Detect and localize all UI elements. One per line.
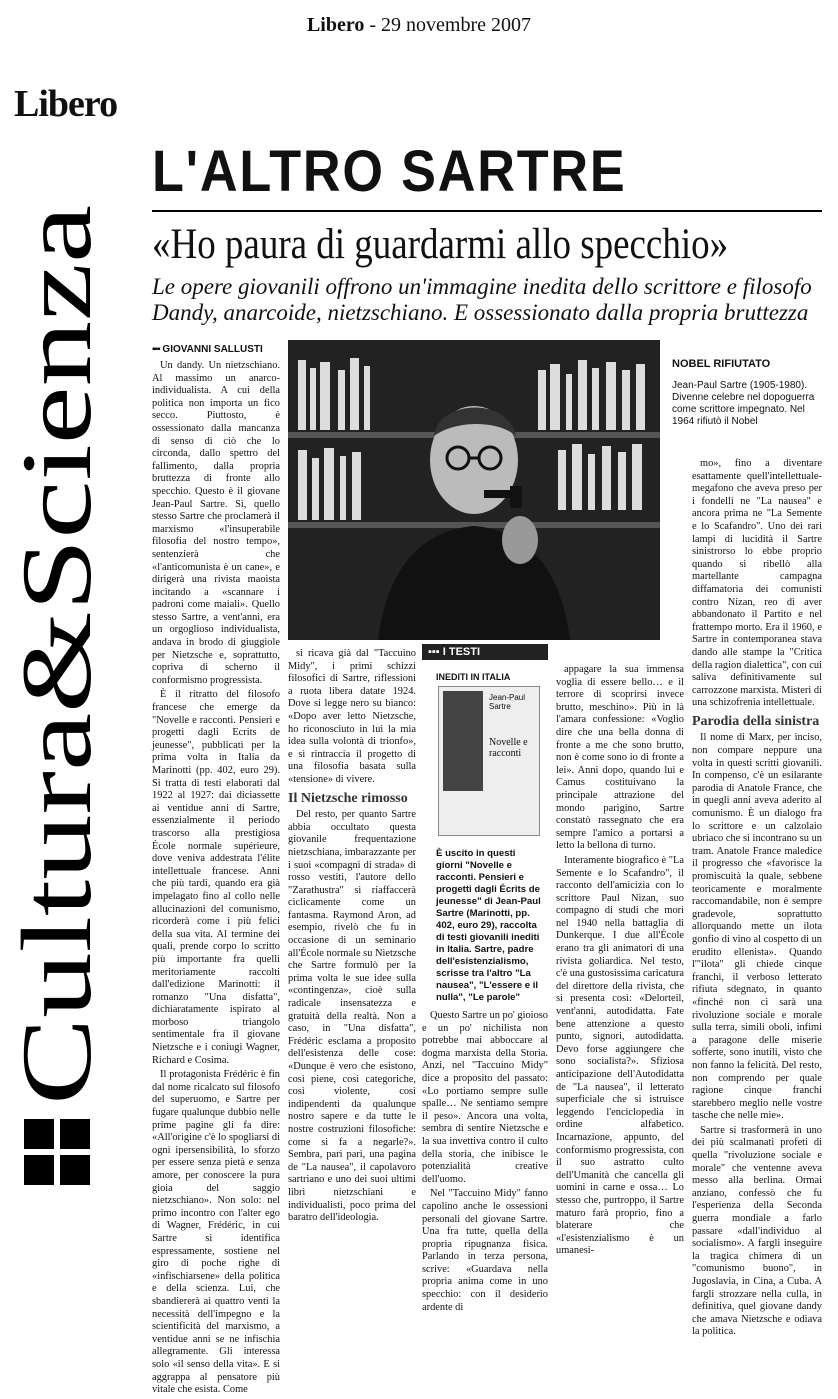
- sartre-photo: [288, 340, 660, 640]
- article-column-4: [556, 664, 684, 1260]
- title-rule: [152, 210, 822, 212]
- inediti-label: INEDITI IN ITALIA: [436, 672, 511, 682]
- paragraph: mo», fino a diventare esattamente quell'intellettuale-megafono che aveva preso per i fondelli ne "La nausea" e ancora prima ne "La Semente e lo Scafandro". Uno dei rari lampi di lucidità il Sartre sinistrorso lo ebbe proprio quando si ribellò alla martellante campagna diffamatoria dei comunisti contro Nizan, reo di aver abbandonato il Partito e nel frattempo morto. Era il 1960, e Sartre in contemporanea stava dando alle stampe la "Critica della ragion dialettica", con cui saliva definitivamente sul carrozzone marxista. Misteri di una schizofrenia intellettuale.: [692, 458, 822, 709]
- section-label: Cultura&Scienza: [2, 416, 112, 1105]
- section-heading: Parodia della sinistra: [692, 713, 820, 729]
- testi-box-label: ▪▪▪ I TESTI: [422, 644, 548, 660]
- book-title: Novelle e racconti: [489, 737, 528, 759]
- headline: «Ho paura di guardarmi allo specchio»: [152, 221, 729, 268]
- paragraph: Nel "Taccuino Midy" fanno capolino anche le ossessioni personali del giovane Sartre. Una fra tutte, quella della propria ripugnanza fisica. Parlando in terza persona, scrive: «Guardava nella propria anima come in uno specchio: con il desiderio ardente di: [422, 1188, 548, 1313]
- testi-label: I TESTI: [442, 646, 481, 658]
- kicker-title: L'ALTRO SARTRE: [152, 139, 627, 204]
- byline: ▪▪▪ GIOVANNI SALLUSTI: [152, 344, 263, 355]
- article-column-3: [422, 1010, 548, 1316]
- caption-title: NOBEL RIFIUTATO: [672, 358, 771, 370]
- book-author: Jean-Paul Sartre: [489, 693, 526, 711]
- byline-author: GIOVANNI SALLUSTI: [162, 344, 263, 355]
- paragraph: si ricava già dal "Taccuino Midy", i primi schizzi filosofici di Sartre, riflessioni a ruota libera datate 1924. Dove si legge nero su bianco: «Dopo aver letto Nietzsche, ho riconosciuto in lui la mia idea sulla volontà di trionfo», e si rintraccia il progetto di una filosofia basata sulla «tensione» di vivere.: [288, 648, 416, 785]
- masthead: [0, 14, 838, 37]
- paragraph: Il nome di Marx, per inciso, non compare neppure una volta in questi scritti giovanili. In compenso, c'è un esilarante parodia di Anatole France, che in quegli anni aveva aderito al comunismo. È un dialogo fra lo scrittore e un calzolaio ubriaco che si incontrano su un tram. Anatole France maledice il progresso che «favorisce la promiscuità la quale, sebbene teoricamente e moralmente raccomandabile, non è sempre gradevole, soprattutto allorquando mette un ilota gonfio di vino al cospetto di un erudito ellenista». Quando l'"ilota" gli chiede cinque franchi, il verboso letterato rifiuta sdegnato, in quanto «finché non ci sarà una rivoluzione sociale e morale sulla terra, simili oboli, infimi a paragone delle miserie sofferte, sono inutili, visto che non fanno la felicità. Del resto, non comprendo per quale ragione cinque franchi starebbero meglio nelle vostre tasche che nelle mie».: [692, 732, 822, 1122]
- libero-logo: Libero: [14, 83, 118, 125]
- subheadline: Le opere giovanili offrono un'immagine inedita dello scrittore e filosofo Dandy, anarcoide, nietzschiano. E ossessionato dalla propria bruttezza: [152, 274, 812, 325]
- article-column-5: [692, 458, 822, 1341]
- book-cover: [438, 686, 540, 836]
- photo-caption: [672, 358, 822, 428]
- paragraph: Sartre si trasformerà in uno dei più scalmanati profeti di quella "rivoluzione sociale e morale" che ventenne aveva messo alla berlina. Ormai anziano, confessò che fu l'esperienza della Seconda guerra mondiale a farlo passare «dall'individuo al socialismo». A fargli inseguire la tragica chimera di un "comunismo buono", in Jugoslavia, in Cina, a Cuba. A fargli strozzare nella culla, in definitiva, quel giovane dandy che amava Nietzsche e odiava la politica.: [692, 1124, 822, 1338]
- caption-text: Jean-Paul Sartre (1905-1980). Divenne celebre nel dopoguerra come scrittore impegnato. Nel 1964 rifiutò il Nobel: [672, 380, 815, 427]
- masthead-date: - 29 novembre 2007: [364, 14, 532, 36]
- paragraph: È il ritratto del filosofo francese che emerge da "Novelle e racconti. Pensieri e progetti dagli Ecrits de jeunesse", pubblicati per la prima volta in Italia da Marinotti (pp. 402, euro 29). Si tratta di testi elaborati dal 1922 al 1927: dai diciassette ai ventidue anni di Sartre, essenzialmente il periodo trascorso alla prestigiosa École normale supérieure, dove veniva addestrata l'élite intellettuale francese. Anni che più tardi, quando era già impelagato fino al collo nelle allucinazioni del comunismo, ricorderà come i più felici della sua vita. Al termine dei quali, prende corpo lo scritto più importante fra quelli meritoriamente raccolti dall'edizione Marinotti: il romanzo "Una disfatta", dichiaratamente ispirato al morboso triangolo sentimentale fra il giovane Nietzsche e i coniugi Wagner, Richard e Cosima.: [152, 689, 280, 1066]
- paragraph: appagare la sua immensa voglia di essere bello… e il terrore di scoprirsi invece brutto, meschino». Più in là l'amara confessione: «Voglio dire che una bella donna di fronte a me che sono brutto, non è come sono io di fronte a lei». Anni dopo, quando lui e Camus costituivano la principale attrazione del mondo parigino, Sartre constatò rassegnato che era sempre l'amico a portarsi a letto la bellona di turno.: [556, 664, 684, 852]
- section-heading: Il Nietzsche rimosso: [288, 790, 408, 806]
- masthead-paper: Libero: [306, 14, 365, 36]
- paragraph: Il protagonista Frédéric è fin dal nome ricalcato sul filosofo del superuomo, e Sartre per fugare qualunque dubbio nelle prime pagine gli fa dire: «All'origine c'è lo spogliarsi di ogni ipersensibilità, lo sforzo per essere senza pietà e senza amore, per conoscere la pura gioia del saggio nietzschiano». Non solo: nel primo incontro con l'alter ego di Wagner, Frédéric, in cui Sartre si identifica espressamente, sostiene nel giro di poche righe di «infischiarsene» della politica e della scienza. Lui, che sbandiererà ai quattro venti la necessità dell'impegno e la scientificità del marxismo, a ventidue anni se ne infischia allegramente. Gli interessa solo «il senso della vita». E si aggrappa al pensatore più vitale che esista. Come: [152, 1069, 280, 1396]
- paragraph: Questo Sartre un po' gioioso e un po' nichilista non potrebbe mai abboccare al dogma marxista della Storia. Anzi, nel "Taccuino Midy" dice a proposito del passato: «Lo portiamo sempre sulle spalle… Ne sentiamo sempre il peso». Ancora una volta, sembra di sentire Nietzsche e la sua invettiva contro il culto della storia, che inibisce le potenzialità creative dell'uomo.: [422, 1010, 548, 1185]
- article-column-1: [152, 360, 280, 1399]
- article-column-2: [288, 648, 416, 1227]
- paragraph: Interamente biografico è "La Semente e lo Scafandro", il racconto dell'amicizia con lo scrittore Paul Nizan, suo compagno di studi che morì nel 1940 nella battaglia di Dunkerque. I due all'École erano tra gli animatori di una rivista goliardica. Nel testo, c'è una gustosissima caricatura del direttore della rivista, che si presenta così: «Delorteil, vent'anni, autodidatta. Fate bene attenzione a questo punto, signori, autodidatta. Devo forse aggiungere che sono socialista?». Sfiziosa anticipazione dell'Autodidatta de "La nausea", il letterato superficiale che si istruisce leggendo l'enciclopedia in ordine alfabetico. Incarnazione, appunto, del conformismo progressista, con il suo astratto culto dell'Umanità che cancella gli uomini in carne e ossa… Lo stesso che, purtroppo, il Sartre maturo farà proprio, fino a blaterare che «l'esistenzialismo è un umanesi-: [556, 854, 684, 1257]
- section-vertical-title: [2, 145, 122, 1200]
- paragraph: Un dandy. Un nietzschiano. Al massimo un anarco-individualista. A cui della politica non importa un fico secco. Piuttosto, è ossessionato dalla mancanza di senso di ciò che lo circonda, dallo spettro del fallimento, dalla propria bruttezza di fronte allo specchio. Questo è il giovane Jean-Paul Sartre. Sì, quello stesso Sartre che proclamerà il marxismo «l'insuperabile filosofia del nostro tempo», sentenzierà che «l'anticomunista è un cane», e dirigerà una rivista maoista incitando a «scannare i padroni come maiali». Quello stesso Sartre, a vent'anni, era un orgoglioso individualista, andava in brodo di giuggiole per Nietzsche e, soprattutto, copriva di scherno il conformismo progressista.: [152, 360, 280, 686]
- paragraph: Del resto, per quanto Sartre abbia occultato questa giovanile frequentazione nietzschiana, imbarazzante per i suoi «compagni di strada» di rosso vestiti, l'autore dello "Zarathustra" si riaffaccerà ciclicamente come un fantasma. Raymond Aron, ad esempio, rivelò che fu in occasione di un seminario all'École normale su Nietzsche che Sartre formulò per la prima volta le sue idee sulla «contingenza», cioè sulla radicale insensatezza e gratuità della realtà. Non a caso, in "Una disfatta", Frédéric esclama a proposito dell'esistenza delle cose: «Dunque è vero che esistono, così piene, così categoriche, così violente, così indipendenti da qualunque nostro sapere e da tutte le nostre costruzioni filosofiche: come si fa a negarle?». Sembra, pari pari, una pagina de "La nausea", il capolavoro sartriano e uno dei suoi ultimi libri nietzschiani e individualisti, poco prima del baratro dell'ideologia.: [288, 809, 416, 1224]
- testi-text: È uscito in questi giorni "Novelle e racconti. Pensieri e progetti dagli Écrits de jeunesse" di Jean-Paul Sartre (Marinotti, pp. 402, euro 29), raccolta di testi giovanili inediti in Italia. Sartre, padre dell'esistenzialismo, scrisse tra l'altro "La nausea", "L'essere e il nulla", "Le parole": [436, 848, 541, 1003]
